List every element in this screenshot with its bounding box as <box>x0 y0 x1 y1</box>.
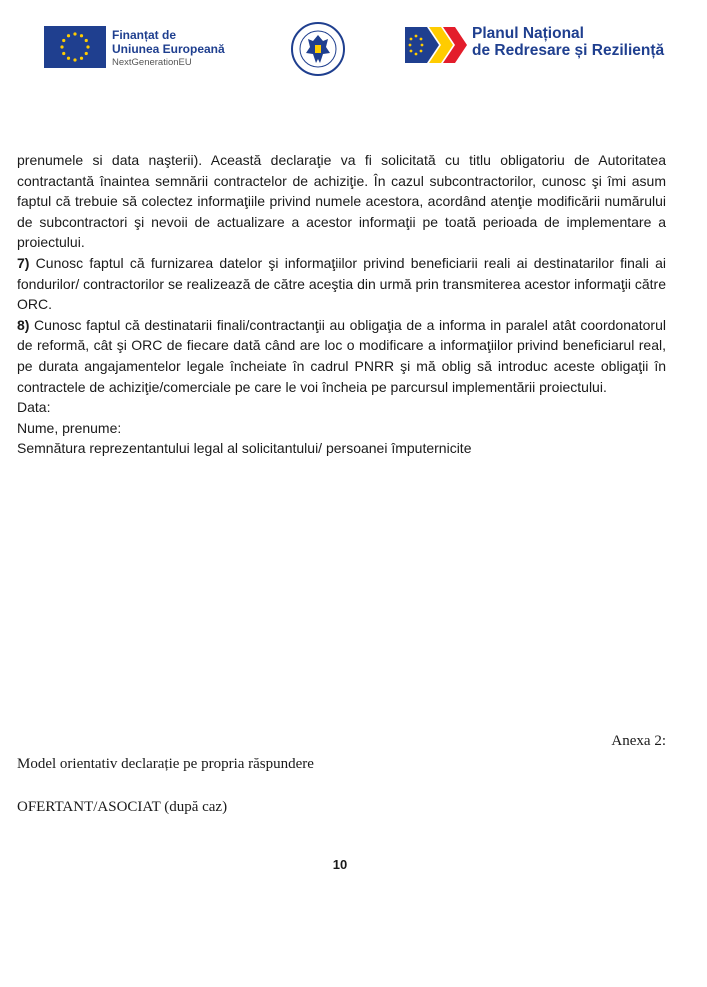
annex-title: Model orientativ declarație pe propria răspundere <box>17 756 314 772</box>
eu-star-icon <box>60 45 63 48</box>
annex-label: Anexa 2: <box>611 733 666 749</box>
item-7-text: Cunosc faptul că furnizarea datelor şi informaţiilor privind beneficiarii reali ai destinatarilor finali ai fondurilor/ contractorilor se realizează de către aceştia din urmă prin transmiterea acestor informaţii către ORC. <box>17 254 666 313</box>
item-8-number: 8) <box>17 316 30 333</box>
eu-star-icon <box>67 57 70 60</box>
eu-star-icon <box>80 34 83 37</box>
pnrr-text <box>472 25 692 59</box>
eu-star-icon <box>85 39 88 42</box>
eu-funding-line1: Finanțat de <box>112 28 177 42</box>
page-header <box>0 10 707 80</box>
romanian-government-seal-icon <box>290 21 346 77</box>
pnrr-line2: de Redresare și Reziliență <box>472 42 665 59</box>
pnrr-logo <box>405 21 685 71</box>
eu-star-icon <box>73 58 76 61</box>
eu-star-icon <box>62 39 65 42</box>
eu-funding-logo <box>44 26 264 72</box>
eu-star-icon <box>85 52 88 55</box>
date-label: Data: <box>17 399 51 416</box>
pnrr-chevron-icon <box>405 27 469 63</box>
eu-star-icon <box>67 34 70 37</box>
eu-star-icon <box>62 52 65 55</box>
annex-party: OFERTANT/ASOCIAT (după caz) <box>17 799 228 815</box>
item-8-text: Cunosc faptul că destinatarii finali/contractanţii au obligaţia de a informa in paralel atât coordonatorul de reformă, cât şi ORC de fiecare dată când are loc o modificare a informaţiilor privind beneficiarul real, pe durata angajamentelor legale încheiate în cadrul PNRR şi mă oblig să introduc aceste obligaţii în contractele de achiziţie/comerciale pe care le voi încheia pe parcursul implementării proiectului. <box>17 316 666 395</box>
declaration-body <box>17 150 666 459</box>
item-7-paragraph <box>17 253 666 315</box>
intro-paragraph: prenumele si data naşterii). Această declaraţie va fi solicitată cu titlu obligatoriu de Autoritatea contractantă înaintea semnării contractelor de achiziţie. În cazul subcontractorilor, cunosc şi îmi asum faptul că trebuie să colectez informaţiile privind numele acestora, acordând atenţie modificării numărului de subcontractori şi nevoii de actualizare a acestor informaţii pe toată perioada de implementare a proiectului. <box>17 152 666 251</box>
eu-star-icon <box>80 57 83 60</box>
item-7-number: 7) <box>17 254 30 271</box>
pnrr-line1: Planul Național <box>472 25 584 42</box>
name-label: Nume, prenume: <box>17 419 122 436</box>
signature-label: Semnătura reprezentantului legal al solicitantului/ persoanei împuternicite <box>17 440 472 457</box>
eu-flag-icon <box>44 26 106 68</box>
eu-funding-text <box>112 28 272 70</box>
eu-star-icon <box>86 45 89 48</box>
eu-funding-line3: NextGenerationEU <box>112 57 192 68</box>
eu-funding-line2: Uniunea Europeană <box>112 42 225 56</box>
page-number: 10 <box>332 857 348 872</box>
item-8-paragraph <box>17 315 666 397</box>
eu-star-icon <box>73 32 76 35</box>
